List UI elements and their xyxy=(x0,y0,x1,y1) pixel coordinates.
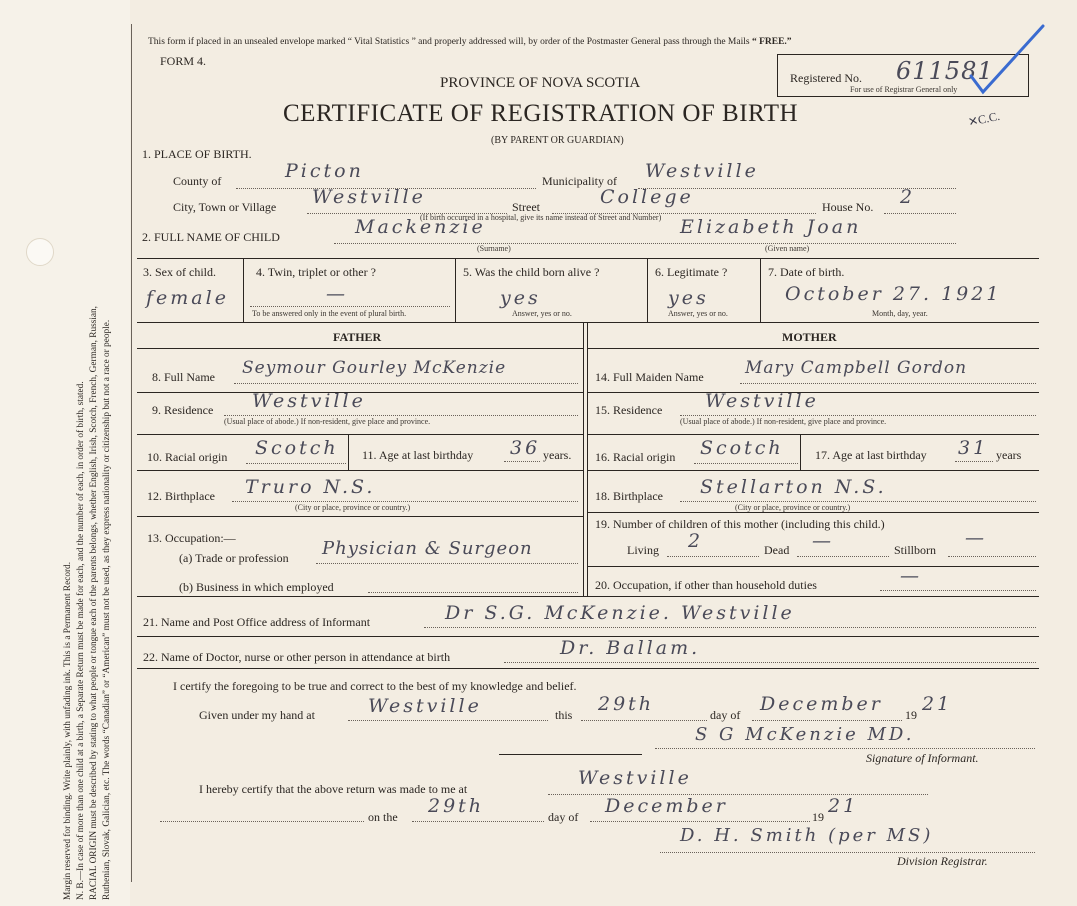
mother-residence-label: 15. Residence xyxy=(595,403,663,417)
alive-value: yes xyxy=(500,287,541,309)
margin-instructions xyxy=(62,20,114,900)
form-number: FORM 4. xyxy=(160,54,207,68)
mother-occupation-label: 20. Occupation, if other than household duties xyxy=(595,578,817,592)
margin-line-3: RACIAL ORIGIN must be described by stating to what people or tongue each of the parents belongs, whether English, Irish, Scotch, French, German, Russian, xyxy=(89,305,99,900)
father-age: 36 xyxy=(510,437,541,459)
father-name: Seymour Gourley McKenzie xyxy=(242,358,507,378)
informant-value: Dr S.G. McKenzie. Westville xyxy=(445,602,795,624)
legitimate-value: yes xyxy=(668,287,709,309)
father-birthplace: Truro N.S. xyxy=(245,476,376,498)
twin-label: 4. Twin, triplet or other ? xyxy=(256,265,376,279)
mother-birthplace-label: 18. Birthplace xyxy=(595,489,663,503)
corner-mark: ✕C.C. xyxy=(966,108,1002,130)
postal-notice: This form if placed in an unsealed envelope marked “ Vital Statistics ” and properly addressed will, by order of the Postmaster General pass through the Mails “ FREE.” xyxy=(148,37,792,47)
given-caption: (Given name) xyxy=(765,244,810,253)
legitimate-label: 6. Legitimate ? xyxy=(655,265,728,279)
certify-day: 29th xyxy=(598,693,655,715)
margin-divider xyxy=(131,24,132,882)
living-value: 2 xyxy=(688,530,704,552)
child-name-label: 2. FULL NAME OF CHILD xyxy=(142,230,280,244)
municipality-label: Municipality of xyxy=(542,174,617,188)
street-label: Street xyxy=(512,200,540,214)
street-value: College xyxy=(600,186,694,208)
alive-note: Answer, yes or no. xyxy=(512,309,572,318)
father-racial: Scotch xyxy=(255,437,339,459)
stillborn-label: Stillborn xyxy=(894,543,937,557)
registrar-caption: Division Registrar. xyxy=(897,854,988,868)
registrar-day-of-label: day of xyxy=(548,810,579,824)
certify-place: Westville xyxy=(368,695,482,717)
signature-caption: Signature of Informant. xyxy=(866,751,979,765)
birth-date-value: October 27. 1921 xyxy=(785,283,1002,305)
doctor-value: Dr. Ballam. xyxy=(560,637,701,659)
house-label: House No. xyxy=(822,200,874,214)
father-occupation-label: 13. Occupation:— xyxy=(147,531,236,545)
father-heading: FATHER xyxy=(333,330,382,344)
certify-month: December xyxy=(760,693,883,715)
father-trade: Physician & Surgeon xyxy=(322,538,533,559)
legitimate-note: Answer, yes or no. xyxy=(668,309,728,318)
father-residence-note: (Usual place of abode.) If non-resident, give place and province. xyxy=(224,417,431,426)
birth-date-label: 7. Date of birth. xyxy=(768,265,845,279)
father-age-label: 11. Age at last birthday xyxy=(362,448,474,462)
registrar-month: December xyxy=(605,795,728,817)
living-label: Living xyxy=(627,543,659,557)
registrar-on-the-label: on the xyxy=(368,810,398,824)
mother-racial-label: 16. Racial origin xyxy=(595,450,676,464)
registrar-signature: D. H. Smith (per MS) xyxy=(680,825,934,846)
mother-age: 31 xyxy=(958,437,989,459)
twin-value: — xyxy=(326,283,348,305)
dead-label: Dead xyxy=(764,543,790,557)
mother-years: years xyxy=(996,448,1022,462)
doctor-label: 22. Name of Doctor, nurse or other person in attendance at birth xyxy=(143,650,451,664)
registered-label: Registered No. xyxy=(790,71,862,85)
registrar-text: I hereby certify that the above return was made to me at xyxy=(199,782,468,796)
sex-label: 3. Sex of child. xyxy=(143,265,216,279)
mother-occupation: — xyxy=(900,565,922,587)
father-trade-label: (a) Trade or profession xyxy=(179,551,289,565)
father-birthplace-label: 12. Birthplace xyxy=(147,489,215,503)
registrar-day: 29th xyxy=(428,795,485,817)
county-value: Picton xyxy=(285,160,364,182)
page-title: CERTIFICATE OF REGISTRATION OF BIRTH xyxy=(283,100,799,127)
sex-value: female xyxy=(146,287,229,309)
parents-divider xyxy=(583,322,584,596)
registrar-note: For use of Registrar General only xyxy=(850,85,958,94)
father-racial-label: 10. Racial origin xyxy=(147,450,228,464)
mother-racial: Scotch xyxy=(700,437,784,459)
mother-residence-note: (Usual place of abode.) If non-resident, give place and province. xyxy=(680,417,887,426)
mother-heading: MOTHER xyxy=(782,330,837,344)
father-name-label: 8. Full Name xyxy=(152,370,215,384)
mother-birthplace-note: (City or place, province or country.) xyxy=(735,503,851,512)
father-years: years. xyxy=(543,448,572,462)
alive-label: 5. Was the child born alive ? xyxy=(463,265,600,279)
registrar-year-prefix: 19 xyxy=(812,810,824,824)
certify-year-prefix: 19 xyxy=(905,708,917,722)
twin-note: To be answered only in the event of plural birth. xyxy=(252,309,407,318)
page-subtitle: (BY PARENT OR GUARDIAN) xyxy=(491,135,624,146)
child-given-name: Elizabeth Joan xyxy=(680,216,862,238)
margin-line-1: Margin reserved for binding. Write plainly, with unfading ink. This is a Permanent Record. xyxy=(63,561,73,900)
informant-signature: S G McKenzie MD. xyxy=(695,724,915,745)
hospital-note: (If birth occurred in a hospital, give its name instead of Street and Number) xyxy=(420,213,662,222)
birth-date-note: Month, day, year. xyxy=(872,309,928,318)
place-heading: 1. PLACE OF BIRTH. xyxy=(142,147,252,161)
stillborn-value: — xyxy=(965,527,987,549)
municipality-value: Westville xyxy=(645,160,759,182)
father-residence: Westville xyxy=(252,390,366,412)
mother-age-label: 17. Age at last birthday xyxy=(815,448,927,462)
county-label: County of xyxy=(173,174,222,188)
certify-day-of-label: day of xyxy=(710,708,741,722)
registrar-place: Westville xyxy=(578,767,692,789)
dead-value: — xyxy=(812,530,834,552)
father-business-label: (b) Business in which employed xyxy=(179,580,334,594)
margin-line-4: Ruthenian, Slovak, Galician, etc. The words “Canadian” or “American” must not be used, as they express nationality or citizenship but not a race or people. xyxy=(102,319,112,900)
certify-year: 21 xyxy=(922,693,953,715)
rule-row3-bottom xyxy=(137,322,1039,323)
punch-hole xyxy=(26,238,54,266)
city-label: City, Town or Village xyxy=(173,200,277,214)
mother-children-label: 19. Number of children of this mother (including this child.) xyxy=(595,517,885,531)
given-label: Given under my hand at xyxy=(199,708,315,722)
mother-residence: Westville xyxy=(705,390,819,412)
house-value: 2 xyxy=(900,186,916,208)
province-heading: PROVINCE OF NOVA SCOTIA xyxy=(440,75,641,91)
father-residence-label: 9. Residence xyxy=(152,403,214,417)
city-value: Westville xyxy=(312,186,426,208)
registrar-year: 21 xyxy=(828,795,859,817)
checkmark-icon xyxy=(965,20,1050,100)
child-surname: Mackenzie xyxy=(355,216,486,238)
surname-caption: (Surname) xyxy=(477,244,511,253)
certify-text: I certify the foregoing to be true and correct to the best of my knowledge and belief. xyxy=(173,679,577,693)
father-birthplace-note: (City or place, province or country.) xyxy=(295,503,411,512)
margin-line-2: N. B.—In case of more than one child at a birth, a Separate Return must be made for each, and the number of each, in order of birth, stated. xyxy=(76,381,86,900)
certify-this-label: this xyxy=(555,708,573,722)
informant-label: 21. Name and Post Office address of Informant xyxy=(143,615,371,629)
free-mark: “ FREE.” xyxy=(751,37,792,47)
rule-row3-top xyxy=(137,258,1039,259)
mother-name: Mary Campbell Gordon xyxy=(745,358,968,378)
registered-number: 611581 xyxy=(896,57,994,85)
mother-name-label: 14. Full Maiden Name xyxy=(595,370,704,384)
mother-birthplace: Stellarton N.S. xyxy=(700,476,887,498)
